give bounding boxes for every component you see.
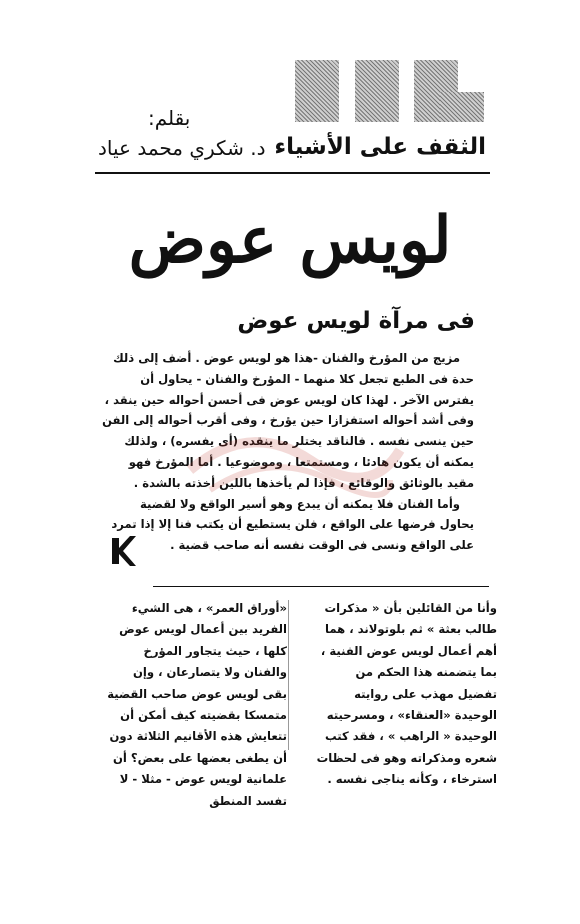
body-paragraph: وأما الفنان فلا يمكنه أن يبدع وهو أسير الواقع ولا لقضية يحاول فرضها على الواقع ، فلن يستطيع أن يكتب فنا إلا إذا تمرد على الواقع ونسى فى الوقت نفسه أنه صاحب قضية .: [111, 496, 474, 553]
article-title: [128, 180, 452, 298]
article-column-right: وأنا من القائلين بأن « مذكرات طالب بعثة » ثم بلوتولاند ، هما أهم أعمال لويس عوض الفنية ، بما يتضمنه هذا الحكم من تفضيل مهذب على روايته الوحيدة «العنقاء» ، ومسرحيته الوحيدة « الراهب » ، فقد كتب شعره ومذكراته وهو فى لحظات استرخاء ، وكأنه يناجى نفسه .: [316, 601, 497, 787]
article-title-svg: [128, 180, 452, 298]
column-separator: [288, 600, 289, 750]
article-title-text: لويس عوض: [128, 203, 452, 278]
byline-label: بقلم:: [148, 106, 191, 130]
header-rule: [95, 172, 490, 174]
header-hatched-box-icon: [440, 92, 484, 122]
column-name: الثقف على الأشياء: [274, 134, 486, 160]
article-column-left: «أوراق العمر» ، هى الشيء الفريد بين أعمال لويس عوض كلها ، حيث يتجاور المؤرخ والفنان ولا يتصارعان ، وإن بقى لويس عوض صاحب القضية متمسكا بقضيته كيف أمكن أن تتعايش هذه الأقانيم الثلاثة دون أن يطغى بعضها على بعض؟ أن علمانية لويس عوض - مثلا - لا تفسد المنطق: [107, 601, 287, 808]
header-hatched-box-icon: [355, 60, 399, 122]
body-paragraph: مزيج من المؤرخ والفنان -هذا هو لويس عوض . أضف إلى ذلك حدة فى الطبع تجعل كلا منهما - المؤرخ والفنان - يحاول أن يفترس الآخر . لهذا كان لويس عوض فى أحسن أحواله حين ينقد ، وفى أشد أحواله استفزازا حين يؤرخ ، وفى أقرب أحواله إلى الفن حين ينسى نفسه . فالناقد يختلر ما ينقده (أى يفسره) ، ولذلك يمكنه أن يكون هادئا ، ومستمتعا ، وموضوعيا . أما المؤرخ فهو مقيد بالوثائق والوقائع ، فإذا لم يأخذها باللين أخذته بالشدة .: [102, 351, 474, 490]
section-rule: [153, 586, 489, 587]
author-name: د. شكري محمد عياد: [98, 136, 266, 160]
k-arrow-icon: [110, 534, 136, 568]
header-hatched-box-icon: [295, 60, 339, 122]
watermark-icon: [170, 410, 410, 510]
article-subtitle: فى مرآة لويس عوض: [237, 308, 475, 334]
